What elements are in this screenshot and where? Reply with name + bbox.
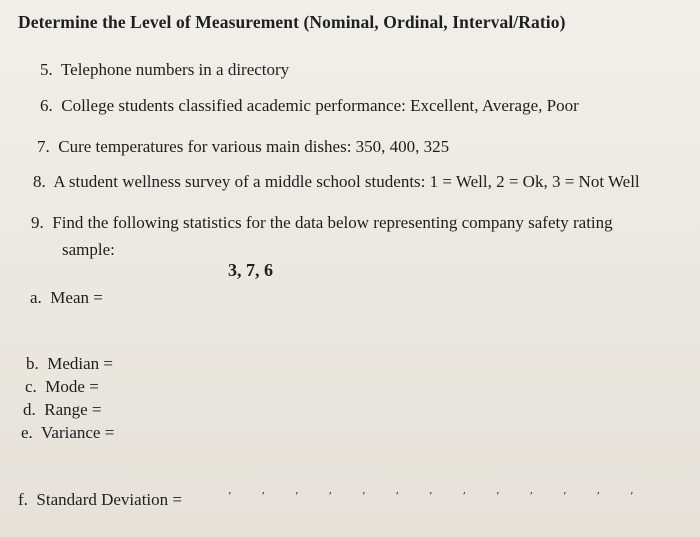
stat-median bbox=[26, 354, 113, 374]
stat-label: f. bbox=[18, 490, 28, 509]
stat-standard-deviation bbox=[18, 490, 182, 510]
question-9 bbox=[31, 213, 613, 233]
stat-label: e. bbox=[21, 423, 33, 442]
question-text: Cure temperatures for various main dishes: 350, 400, 325 bbox=[58, 137, 450, 156]
stat-label: a. bbox=[30, 288, 42, 307]
stat-text: Mode = bbox=[45, 377, 99, 396]
question-text: Telephone numbers in a directory bbox=[60, 60, 290, 79]
question-text: College students classified academic performance: Excellent, Average, Poor bbox=[61, 96, 579, 115]
stat-text: Range = bbox=[44, 400, 102, 419]
stat-label: d. bbox=[23, 400, 36, 419]
page-title: Determine the Level of Measurement (Nominal, Ordinal, Interval/Ratio) bbox=[18, 12, 566, 32]
stat-text: Mean = bbox=[50, 288, 103, 307]
stat-label: b. bbox=[26, 354, 39, 373]
question-text: Find the following statistics for the data below representing company safety rating bbox=[52, 213, 613, 232]
question-6 bbox=[40, 96, 579, 116]
stat-variance bbox=[21, 423, 114, 443]
stat-text: Standard Deviation = bbox=[36, 490, 182, 509]
question-number: 9. bbox=[31, 213, 44, 232]
stat-range bbox=[23, 400, 102, 420]
question-7 bbox=[37, 137, 449, 157]
stat-label: c. bbox=[25, 377, 37, 396]
question-number: 6. bbox=[40, 96, 53, 115]
stat-text: Median = bbox=[47, 354, 114, 373]
question-number: 5. bbox=[40, 60, 53, 79]
question-9-continued: sample: bbox=[62, 240, 115, 259]
stat-mode bbox=[25, 377, 99, 397]
stat-text: Variance = bbox=[41, 423, 115, 442]
question-text: A student wellness survey of a middle school students: 1 = Well, 2 = Ok, 3 = Not Well bbox=[53, 172, 640, 191]
data-values: 3, 7, 6 bbox=[228, 260, 273, 280]
question-5 bbox=[40, 60, 289, 80]
question-number: 7. bbox=[37, 137, 50, 156]
question-number: 8. bbox=[33, 172, 46, 191]
question-8 bbox=[33, 172, 640, 192]
stat-mean bbox=[30, 288, 103, 308]
answer-line-marks: ’’’’’’’’’’’’’ bbox=[228, 490, 664, 503]
